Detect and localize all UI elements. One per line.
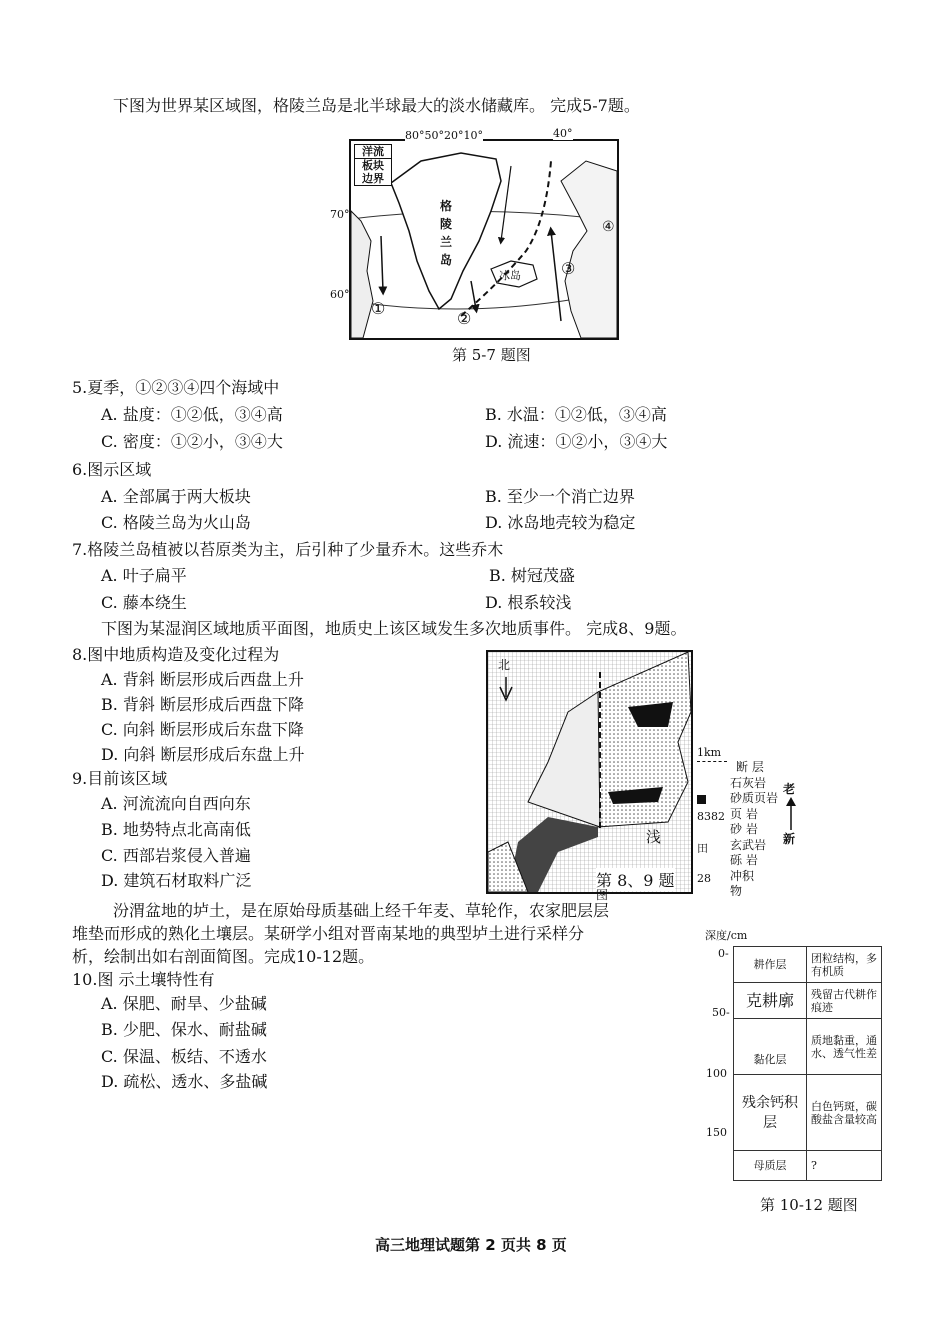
q8-stem: 8.图中地质构造及变化过程为 <box>72 645 280 664</box>
marker-3: ③ <box>561 259 576 278</box>
legend-swatch <box>697 795 706 804</box>
legend-fault: 断 层 <box>736 760 764 774</box>
soil-layer-desc: 质地黏重，通水、透气性差 <box>807 1019 882 1075</box>
legend-boundary: 边界 <box>362 172 384 185</box>
tick-0: 0- <box>718 947 729 960</box>
intro-10-12-line3: 析，绘制出如右剖面简图。完成10-12题。 <box>72 947 375 966</box>
legend-sandy-shale: 砂质页岩 <box>730 791 779 805</box>
tick-100: 100 <box>706 1067 727 1080</box>
lat-70: 70° <box>330 208 350 221</box>
q10-d: D. 疏松、透水、多盐碱 <box>101 1072 268 1091</box>
soil-profile-table <box>733 946 882 1181</box>
label-new: 新 <box>783 832 796 846</box>
geology-map <box>486 650 693 902</box>
legend-plate: 板块 <box>362 159 384 172</box>
soil-layer-name: 母质层 <box>734 1151 807 1181</box>
lon-labels: 80°50°20°10° <box>405 129 483 142</box>
legend-limestone: 石灰岩 <box>730 775 767 790</box>
map2-caption-cont: 图 <box>596 888 609 902</box>
soil-layer-desc: ? <box>807 1151 882 1181</box>
marker-1: ① <box>371 299 386 318</box>
q6-c: C. 格陵兰岛为火山岛 <box>101 513 251 532</box>
iceland-label: 冰岛 <box>499 269 521 282</box>
q5-a: A. 盐度：①②低，③④高 <box>101 405 283 424</box>
north-label: 北 <box>498 658 511 672</box>
soil-layer-desc: 残留古代耕作痕迹 <box>807 983 882 1019</box>
q10-b: B. 少肥、保水、耐盐碱 <box>101 1020 267 1039</box>
legend-conglomerate: 砾 岩 <box>730 853 758 867</box>
lat-60: 60° <box>330 288 350 301</box>
soil-row <box>734 983 882 1019</box>
intro-10-12-line1: 汾渭盆地的垆土，是在原始母质基础上经千年麦、草轮作，农家肥层层 <box>113 901 610 920</box>
q7-stem: 7.格陵兰岛植被以苔原类为主，后引种了少量乔木。这些乔木 <box>72 540 504 559</box>
map1-legend <box>354 144 392 186</box>
map1-caption: 第 5-7 题图 <box>452 346 531 364</box>
soil-row <box>734 1019 882 1075</box>
soil-layer-name: 黏化层 <box>734 1019 807 1075</box>
q6-a: A. 全部属于两大板块 <box>101 487 251 506</box>
q8-a: A. 背斜 断层形成后西盘上升 <box>101 670 304 689</box>
tick-50: 50- <box>712 1006 730 1019</box>
soil-layer-name: 残余钙积层 <box>734 1075 807 1151</box>
stray-28: 28 <box>697 872 711 885</box>
lon-40: 40° <box>553 127 573 140</box>
page-footer: 高三地理试题第 2 页共 8 页 <box>375 1236 567 1254</box>
q8-c: C. 向斜 断层形成后东盘下降 <box>101 720 304 739</box>
geology-map-drawing <box>488 652 691 892</box>
intro-8-9: 下图为某湿润区域地质平面图，地质史上该区域发生多次地质事件。 完成8、9题。 <box>101 619 687 638</box>
legend-alluvium-cont: 物 <box>730 884 743 898</box>
label-old: 老 <box>783 782 796 796</box>
intro-5-7: 下图为世界某区域图，格陵兰岛是北半球最大的淡水储藏库。 完成5-7题。 <box>113 96 640 115</box>
stray-qian: 浅 <box>646 828 662 846</box>
scale-label: 1km <box>697 746 722 759</box>
marker-4: ④ <box>602 219 615 235</box>
legend-current: 洋流 <box>362 145 384 158</box>
soil-caption: 第 10-12 题图 <box>760 1196 858 1214</box>
tick-150: 150 <box>706 1126 727 1139</box>
q5-d: D. 流速：①②小，③④大 <box>485 432 668 451</box>
q6-stem: 6.图示区域 <box>72 460 152 479</box>
soil-layer-desc: 白色钙斑，碳酸盐含量较高 <box>807 1075 882 1151</box>
marker-2: ② <box>457 309 472 328</box>
soil-layer-name: 耕作层 <box>734 947 807 983</box>
stray-tian: 田 <box>697 842 708 855</box>
map2-caption: 第 8、9 题 <box>596 868 675 891</box>
q7-b: B. 树冠茂盛 <box>489 566 575 585</box>
q8-b: B. 背斜 断层形成后西盘下降 <box>101 695 305 714</box>
q9-b: B. 地势特点北高南低 <box>101 820 251 839</box>
greenland-map <box>349 139 619 340</box>
q9-a: A. 河流流向自西向东 <box>101 794 251 813</box>
q10-a: A. 保肥、耐旱、少盐碱 <box>101 994 267 1013</box>
legend-sandstone: 砂 岩 <box>730 822 758 836</box>
intro-10-12-line2: 堆垫而形成的熟化土壤层。某研学小组对晋南某地的典型垆土进行采样分 <box>72 924 585 943</box>
q5-b: B. 水温：①②低，③④高 <box>485 405 667 424</box>
soil-layer-name: 克耕廓 <box>734 983 807 1019</box>
q9-d: D. 建筑石材取料广泛 <box>101 871 252 890</box>
greenland-label: 格 陵 兰 岛 <box>439 199 452 267</box>
q7-a: A. 叶子扁平 <box>101 566 187 585</box>
soil-row <box>734 947 882 983</box>
q7-d: D. 根系较浅 <box>485 593 572 612</box>
age-arrow-icon <box>785 796 797 830</box>
q5-c: C. 密度：①②小，③④大 <box>101 432 283 451</box>
q8-d: D. 向斜 断层形成后东盘上升 <box>101 745 305 764</box>
legend-basalt: 玄武岩 <box>730 837 767 852</box>
q9-stem: 9.目前该区域 <box>72 769 168 788</box>
scale-bar <box>697 761 727 762</box>
legend-alluvium: 冲积 <box>730 868 755 883</box>
q6-d: D. 冰岛地壳较为稳定 <box>485 513 636 532</box>
legend-shale: 页 岩 <box>730 806 758 821</box>
q9-c: C. 西部岩浆侵入普遍 <box>101 846 251 865</box>
q10-c: C. 保温、板结、不透水 <box>101 1047 267 1066</box>
q10-stem: 10.图 示土壤特性有 <box>72 970 215 989</box>
q6-b: B. 至少一个消亡边界 <box>485 487 635 506</box>
geology-legend <box>730 760 778 900</box>
q5-stem: 5.夏季，①②③④四个海域中 <box>72 378 280 397</box>
soil-row <box>734 1075 882 1151</box>
depth-title: 深度/cm <box>705 929 748 942</box>
stray-8382: 8382 <box>697 810 725 823</box>
soil-layer-desc: 团粒结构，多有机质 <box>807 947 882 983</box>
q7-c: C. 藤本绕生 <box>101 593 187 612</box>
soil-row <box>734 1151 882 1181</box>
